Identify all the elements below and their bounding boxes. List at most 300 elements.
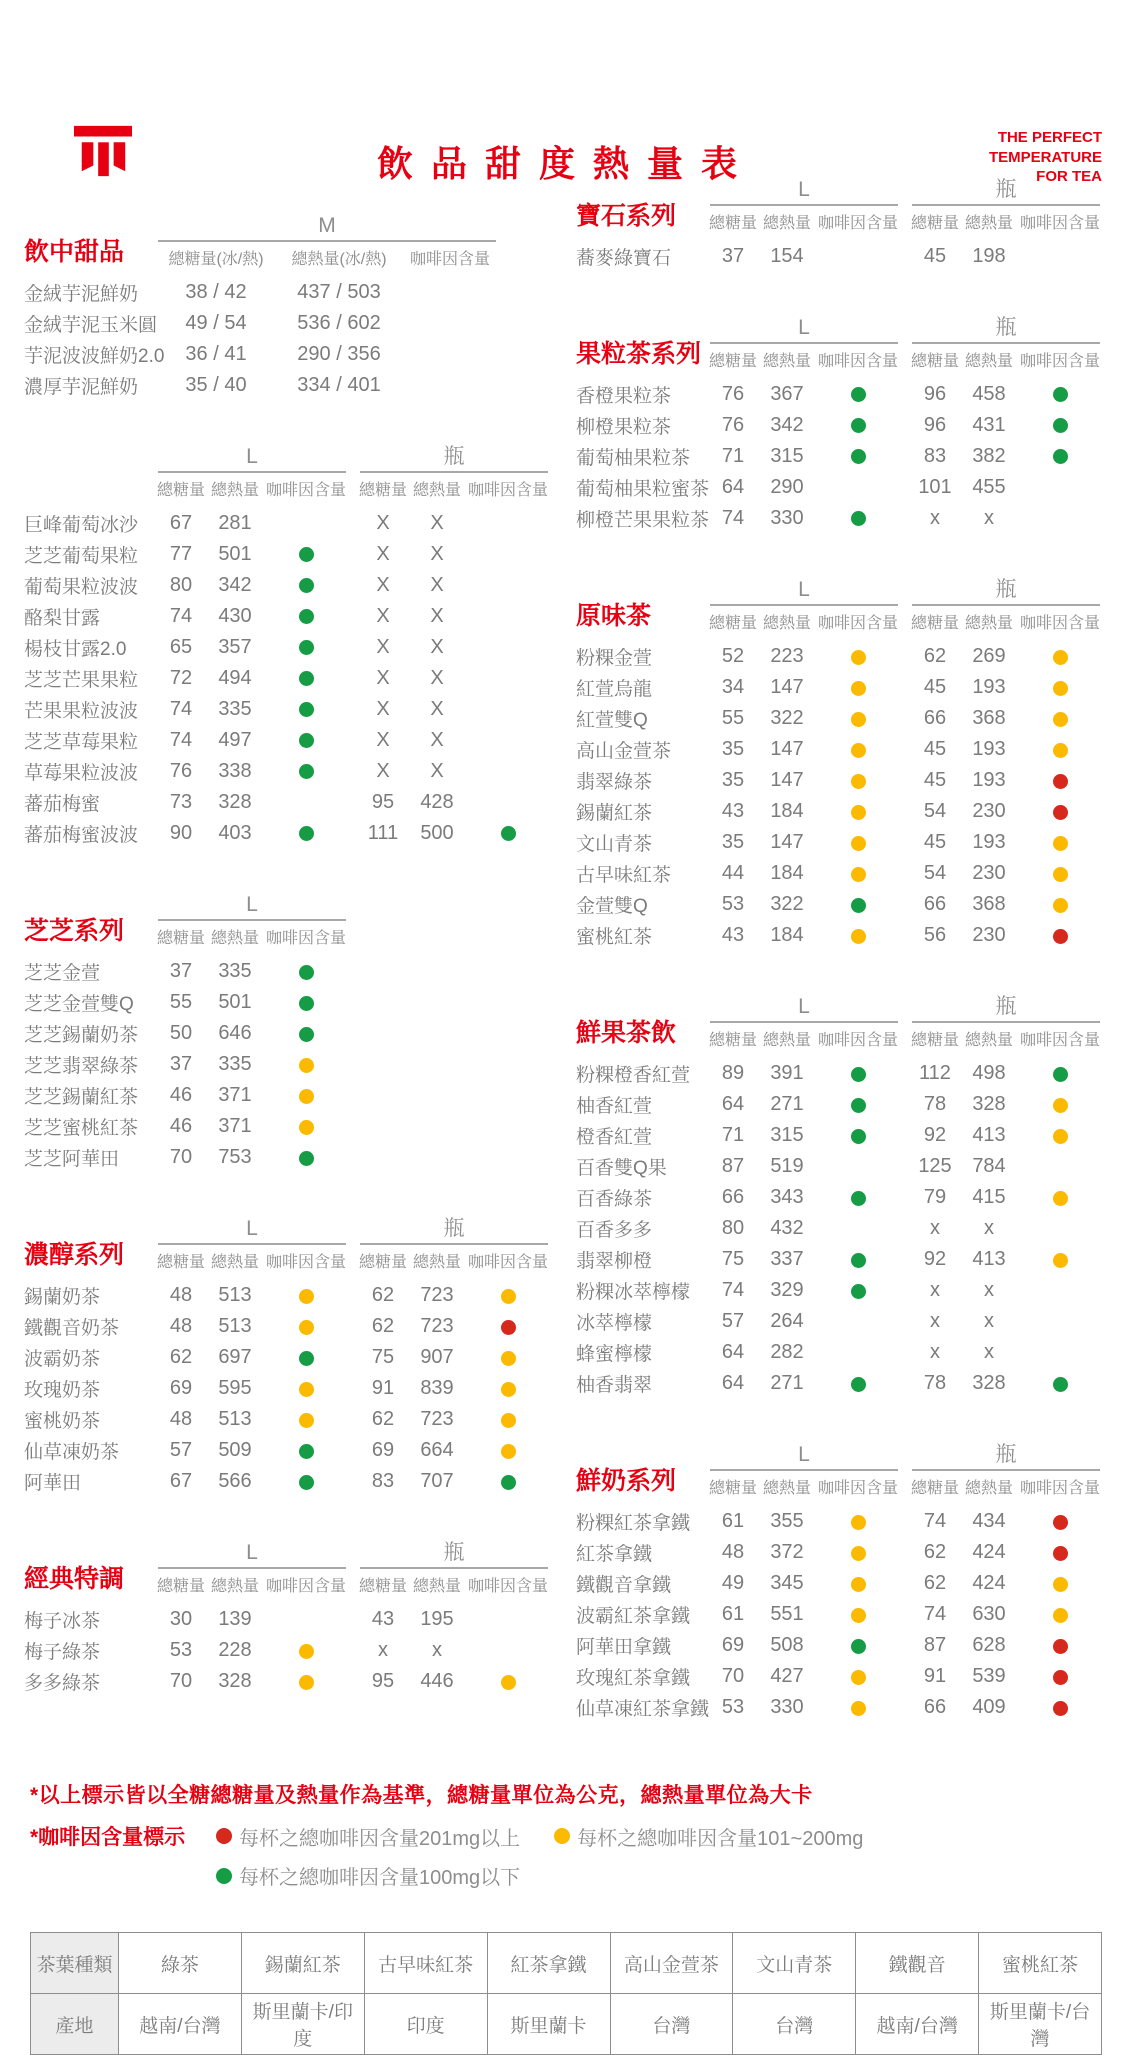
caffeine-cell [816, 831, 900, 854]
calories-value: 230 [972, 800, 1006, 823]
sugar-value: X [376, 512, 390, 535]
calories-value: 723 [420, 1315, 454, 1338]
column-label: 咖啡因含量 [817, 615, 898, 633]
caffeine-cell [816, 1248, 900, 1271]
header-rule [710, 1021, 898, 1023]
caffeine-dot-yellow-icon [851, 929, 866, 944]
caffeine-dot-red-icon [216, 1828, 232, 1844]
table-row [24, 987, 556, 1018]
calories-value: 536 / 602 [297, 312, 381, 335]
caffeine-cell [264, 543, 348, 566]
size-group-values [156, 512, 348, 535]
header-rule [360, 1567, 548, 1569]
sugar-value: 50 [169, 1022, 193, 1045]
sugar-value: 44 [721, 862, 745, 885]
table-row [576, 1568, 1108, 1599]
caffeine-dot-yellow-icon [501, 1413, 516, 1428]
size-group-values [156, 543, 348, 566]
column-label: 咖啡因含量 [1019, 215, 1100, 233]
calories-value: 428 [420, 791, 454, 814]
drink-name: 冰萃檸檬 [576, 1313, 653, 1335]
table-row [24, 1080, 556, 1111]
calories-value: 328 [972, 1093, 1006, 1116]
table-row [24, 601, 556, 632]
size-group-values [910, 831, 1102, 854]
size-group-values [910, 1155, 1102, 1178]
drink-name: 芝芝葡萄果粒 [24, 546, 139, 568]
page-title: 飲品甜度熱量表 [376, 143, 755, 184]
caffeine-dot-green-icon [1053, 1067, 1068, 1082]
table-row [24, 1604, 556, 1635]
drink-name: 蕎麥綠寶石 [576, 248, 672, 270]
caffeine-dot-green-icon [851, 387, 866, 402]
calories-value: 193 [972, 738, 1006, 761]
calories-value: 330 [770, 1696, 804, 1719]
drink-name: 紅萱雙Q [576, 710, 648, 732]
size-group-values [358, 1315, 550, 1338]
section-gem-series [576, 178, 1108, 272]
drink-name: 葡萄柚果粒茶 [576, 448, 691, 470]
calories-value: 357 [218, 636, 252, 659]
table-row [24, 570, 556, 601]
column-label: 總糖量(冰/熱) [168, 251, 264, 269]
sugar-value: 95 [371, 1670, 395, 1693]
size-group [156, 214, 498, 269]
legend-text: 每杯之總咖啡因含量100mg以下 [239, 1867, 521, 1890]
column-label: 總熱量 [210, 930, 259, 948]
caffeine-cell [1018, 769, 1102, 792]
caffeine-cell [1018, 831, 1102, 854]
caffeine-dot-green-icon [299, 609, 314, 624]
size-group-values [358, 822, 550, 845]
calories-value: 753 [218, 1146, 252, 1169]
caffeine-dot-red-icon [501, 1320, 516, 1335]
sugar-value: 30 [169, 1608, 193, 1631]
caffeine-dot-yellow-icon [501, 1351, 516, 1366]
size-group-values [358, 729, 550, 752]
sugar-value: 62 [923, 645, 947, 668]
section-fresh-milk-series [576, 1443, 1108, 1723]
calories-value: X [430, 667, 444, 690]
table-row [24, 787, 556, 818]
caffeine-dot-green-icon [299, 547, 314, 562]
table-row [24, 1635, 556, 1666]
calories-value: 501 [218, 543, 252, 566]
caffeine-legend-label: *咖啡因含量標示 [30, 1826, 186, 1850]
drink-name: 芝芝錫蘭紅茶 [24, 1087, 139, 1109]
sugar-value: 48 [169, 1315, 193, 1338]
calories-value: 551 [770, 1603, 804, 1626]
sugar-value: 70 [169, 1146, 193, 1169]
sugar-value: 64 [721, 476, 745, 499]
size-group-values [910, 769, 1102, 792]
sugar-value: 65 [169, 636, 193, 659]
table-row [576, 641, 1108, 672]
caffeine-dot-green-icon [851, 1067, 866, 1082]
calories-value: 458 [972, 383, 1006, 406]
size-group [708, 578, 900, 633]
calories-value: 338 [218, 760, 252, 783]
caffeine-cell [264, 760, 348, 783]
size-group-values [910, 1510, 1102, 1533]
size-group-values [708, 1665, 900, 1688]
calories-value: 342 [218, 574, 252, 597]
drink-name: 芝芝蜜桃紅茶 [24, 1118, 139, 1140]
caffeine-dot-yellow-icon [851, 1577, 866, 1592]
sugar-value: 76 [721, 414, 745, 437]
caffeine-cell [1018, 1062, 1102, 1085]
size-group-values [358, 791, 550, 814]
caffeine-dot-yellow-icon [851, 650, 866, 665]
size-group-values [708, 707, 900, 730]
table-row [24, 756, 556, 787]
table-row [24, 1342, 556, 1373]
table-row [24, 818, 556, 849]
drink-name: 粉粿紅茶拿鐵 [576, 1513, 691, 1535]
size-group [156, 445, 348, 500]
size-group-values [358, 1439, 550, 1462]
size-group-values [708, 245, 900, 268]
caffeine-cell [816, 924, 900, 947]
drink-name: 阿華田拿鐵 [576, 1637, 672, 1659]
calories-value: 328 [218, 1670, 252, 1693]
table-row [576, 472, 1108, 503]
size-label: L [798, 178, 810, 201]
caffeine-cell [264, 636, 348, 659]
table-row [576, 1337, 1108, 1368]
column-label: 總糖量 [708, 1480, 757, 1498]
sugar-value: 74 [721, 1279, 745, 1302]
caffeine-dot-green-icon [851, 1129, 866, 1144]
caffeine-cell [1018, 1372, 1102, 1395]
size-group-values [910, 1341, 1102, 1364]
origin-table-row [31, 1933, 1102, 1994]
sugar-value: 72 [169, 667, 193, 690]
column-label: 總糖量 [910, 1032, 959, 1050]
calories-value: 230 [972, 862, 1006, 885]
calories-value: 271 [770, 1372, 804, 1395]
size-group-values [910, 1634, 1102, 1657]
calories-value: X [430, 605, 444, 628]
calories-value: 409 [972, 1696, 1006, 1719]
size-group-values [708, 1541, 900, 1564]
calories-value: 501 [218, 991, 252, 1014]
sugar-value: 91 [371, 1377, 395, 1400]
size-group-values [156, 1470, 348, 1493]
caffeine-cell [264, 1408, 348, 1431]
sugar-value: 92 [923, 1124, 947, 1147]
calories-value: 513 [218, 1284, 252, 1307]
size-group-values [156, 1084, 348, 1107]
calories-value: x [984, 507, 994, 530]
sugar-value: 70 [169, 1670, 193, 1693]
sugar-value: 74 [169, 605, 193, 628]
sugar-value: x [930, 1217, 940, 1240]
size-group-values [910, 414, 1102, 437]
calories-value: X [430, 729, 444, 752]
caffeine-dot-green-icon [1053, 387, 1068, 402]
column-label: 咖啡因含量 [1019, 353, 1100, 371]
caffeine-cell [264, 1346, 348, 1369]
table-row [576, 1120, 1108, 1151]
sugar-value: X [376, 636, 390, 659]
size-group-values [358, 1284, 550, 1307]
size-label: L [798, 578, 810, 602]
size-group [708, 1443, 900, 1498]
caffeine-cell [816, 676, 900, 699]
size-group-values [708, 414, 900, 437]
header-rule [158, 919, 346, 921]
size-group [358, 1541, 550, 1596]
calories-value: 329 [770, 1279, 804, 1302]
size-label: L [798, 1443, 810, 1467]
caffeine-dot-yellow-icon [851, 1546, 866, 1561]
drink-name: 楊枝甘露2.0 [24, 639, 127, 661]
size-group-values [156, 1284, 348, 1307]
caffeine-dot-yellow-icon [851, 1670, 866, 1685]
section-drink-desserts [24, 214, 556, 401]
caffeine-cell [466, 1346, 550, 1369]
calories-value: 519 [770, 1155, 804, 1178]
table-row [576, 1661, 1108, 1692]
size-group-values [358, 543, 550, 566]
size-group-values [708, 1603, 900, 1626]
size-group-values [358, 1408, 550, 1431]
sugar-value: 74 [923, 1603, 947, 1626]
size-label: 瓶 [995, 1443, 1017, 1467]
caffeine-cell [816, 1186, 900, 1209]
caffeine-dot-green-icon [851, 418, 866, 433]
caffeine-cell [264, 1084, 348, 1107]
sugar-value: 74 [169, 698, 193, 721]
calories-value: 223 [770, 645, 804, 668]
table-row [576, 1368, 1108, 1399]
column-label: 總熱量 [762, 615, 811, 633]
sugar-value: 76 [169, 760, 193, 783]
sugar-value: 48 [721, 1541, 745, 1564]
right-column [576, 178, 1108, 1723]
column-label: 總熱量 [964, 1480, 1013, 1498]
caffeine-cell [1018, 1572, 1102, 1595]
sugar-value: 75 [371, 1346, 395, 1369]
sugar-value: X [376, 729, 390, 752]
table-row [576, 1306, 1108, 1337]
caffeine-dot-green-icon [851, 1098, 866, 1113]
size-group-values [156, 636, 348, 659]
caffeine-dot-red-icon [1053, 1546, 1068, 1561]
drink-name: 阿華田 [24, 1473, 82, 1495]
origin-cell: 斯里蘭卡 [487, 1994, 610, 2055]
drink-name: 葡萄柚果粒蜜茶 [576, 479, 710, 501]
drink-name: 百香雙Q果 [576, 1158, 667, 1180]
table-row [576, 672, 1108, 703]
caffeine-cell [816, 1093, 900, 1116]
header-rule [360, 1243, 548, 1245]
drink-name: 玫瑰紅茶拿鐵 [576, 1668, 691, 1690]
size-group-values [358, 1470, 550, 1493]
calories-value: 784 [972, 1155, 1006, 1178]
calories-value: 455 [972, 476, 1006, 499]
sugar-value: 45 [923, 676, 947, 699]
calories-value: 500 [420, 822, 454, 845]
size-group-values [910, 1696, 1102, 1719]
sugar-value: 74 [923, 1510, 947, 1533]
column-label: 總熱量(冰/熱) [291, 251, 387, 269]
caffeine-dot-green-icon [851, 1253, 866, 1268]
drink-name: 柳橙芒果果粒茶 [576, 510, 710, 532]
origin-cell: 斯里蘭卡/印度 [241, 1994, 364, 2055]
caffeine-dot-green-icon [501, 1475, 516, 1490]
sugar-value: 64 [721, 1093, 745, 1116]
calories-value: 432 [770, 1217, 804, 1240]
sugar-value: 66 [923, 893, 947, 916]
size-group-values [910, 862, 1102, 885]
section-original-tea [576, 578, 1108, 951]
column-label: 總糖量 [156, 930, 205, 948]
caffeine-dot-yellow-icon [1053, 1253, 1068, 1268]
size-group-values [156, 281, 498, 304]
size-group-values [358, 636, 550, 659]
calories-value: 707 [420, 1470, 454, 1493]
caffeine-dot-green-icon [299, 996, 314, 1011]
sugar-value: 53 [721, 893, 745, 916]
sugar-value: 36 / 41 [185, 343, 247, 366]
size-label: 瓶 [995, 316, 1017, 340]
legend-text: 每杯之總咖啡因含量101~200mg [577, 1827, 864, 1850]
caffeine-dot-green-icon [851, 449, 866, 464]
size-label: 瓶 [443, 1541, 465, 1565]
caffeine-dot-green-icon [299, 640, 314, 655]
caffeine-cell [466, 1670, 550, 1693]
caffeine-cell [1018, 1634, 1102, 1657]
drink-name: 古早味紅茶 [576, 865, 672, 887]
calories-value: 566 [218, 1470, 252, 1493]
caffeine-dot-yellow-icon [299, 1320, 314, 1335]
section-rich-milk-tea-series [24, 1217, 556, 1497]
table-row [24, 308, 556, 339]
caffeine-dot-green-icon [299, 1351, 314, 1366]
drink-name: 巨峰葡萄冰沙 [24, 515, 139, 537]
calories-value: 431 [972, 414, 1006, 437]
column-label: 總糖量 [910, 615, 959, 633]
size-group-values [910, 1603, 1102, 1626]
size-group [910, 578, 1102, 633]
sugar-value: X [376, 667, 390, 690]
size-group [708, 316, 900, 371]
size-group-values [910, 445, 1102, 468]
sugar-value: X [376, 574, 390, 597]
caffeine-cell [816, 1634, 900, 1657]
sugar-value: 55 [169, 991, 193, 1014]
size-group-values [910, 1248, 1102, 1271]
content-columns [0, 178, 1132, 1723]
calories-value: 437 / 503 [297, 281, 381, 304]
calories-value: 147 [770, 769, 804, 792]
sugar-value: 80 [169, 574, 193, 597]
origin-cell: 綠茶 [119, 1933, 242, 1994]
calories-value: 430 [218, 605, 252, 628]
origin-row-header: 茶葉種類 [31, 1933, 119, 1994]
table-row [576, 1089, 1108, 1120]
sugar-value: 92 [923, 1248, 947, 1271]
caffeine-cell [264, 574, 348, 597]
caffeine-dot-red-icon [1053, 1639, 1068, 1654]
drink-name: 粉粿冰萃檸檬 [576, 1282, 691, 1304]
sugar-value: 96 [923, 383, 947, 406]
calories-value: 424 [972, 1572, 1006, 1595]
sugar-value: 78 [923, 1093, 947, 1116]
caffeine-legend-line [30, 1821, 1102, 1851]
size-group-values [156, 960, 348, 983]
sugar-value: 67 [169, 512, 193, 535]
sugar-value: 35 / 40 [185, 374, 247, 397]
sugar-value: 66 [923, 707, 947, 730]
table-row [576, 1213, 1108, 1244]
sugar-value: 35 [721, 738, 745, 761]
size-group-values [708, 924, 900, 947]
column-label: 總糖量 [708, 353, 757, 371]
table-row [576, 379, 1108, 410]
calories-value: 368 [972, 707, 1006, 730]
size-label: 瓶 [443, 445, 465, 469]
caffeine-cell [466, 1439, 550, 1462]
caffeine-cell [264, 1670, 348, 1693]
sugar-value: 43 [721, 924, 745, 947]
caffeine-cell [816, 707, 900, 730]
table-row [24, 1311, 556, 1342]
sugar-value: 48 [169, 1408, 193, 1431]
calories-value: 330 [770, 507, 804, 530]
column-label: 咖啡因含量 [409, 251, 490, 269]
origin-cell: 斯里蘭卡/台灣 [979, 1994, 1102, 2055]
calories-value: 434 [972, 1510, 1006, 1533]
caffeine-dot-yellow-icon [1053, 743, 1068, 758]
sugar-value: 62 [371, 1315, 395, 1338]
table-row [24, 632, 556, 663]
origin-cell: 文山青茶 [733, 1933, 856, 1994]
sugar-value: 70 [721, 1665, 745, 1688]
size-group-values [156, 667, 348, 690]
column-label: 總熱量 [762, 215, 811, 233]
table-row [576, 796, 1108, 827]
calories-value: 498 [972, 1062, 1006, 1085]
column-label: 總糖量 [358, 1578, 407, 1596]
drink-name: 芝芝阿華田 [24, 1149, 120, 1171]
origin-cell: 台灣 [610, 1994, 733, 2055]
sugar-value: 69 [169, 1377, 193, 1400]
caffeine-cell [1018, 1603, 1102, 1626]
table-row [24, 539, 556, 570]
calories-value: 382 [972, 445, 1006, 468]
drink-name: 翡翠柳橙 [576, 1251, 653, 1273]
size-group-values [708, 800, 900, 823]
calories-value: 494 [218, 667, 252, 690]
calories-value: 335 [218, 1053, 252, 1076]
caffeine-dot-green-icon [299, 1444, 314, 1459]
section-title: 鮮奶系列 [576, 1467, 677, 1496]
caffeine-cell [816, 1696, 900, 1719]
section-fruit-bits-tea-series [576, 316, 1108, 534]
calories-value: 413 [972, 1248, 1006, 1271]
sugar-value: x [378, 1639, 388, 1662]
calories-value: 147 [770, 738, 804, 761]
caffeine-cell [1018, 676, 1102, 699]
table-row [24, 1142, 556, 1173]
size-group-values [358, 1346, 550, 1369]
sugar-value: 46 [169, 1115, 193, 1138]
size-label: 瓶 [443, 1217, 465, 1241]
table-row [576, 1599, 1108, 1630]
